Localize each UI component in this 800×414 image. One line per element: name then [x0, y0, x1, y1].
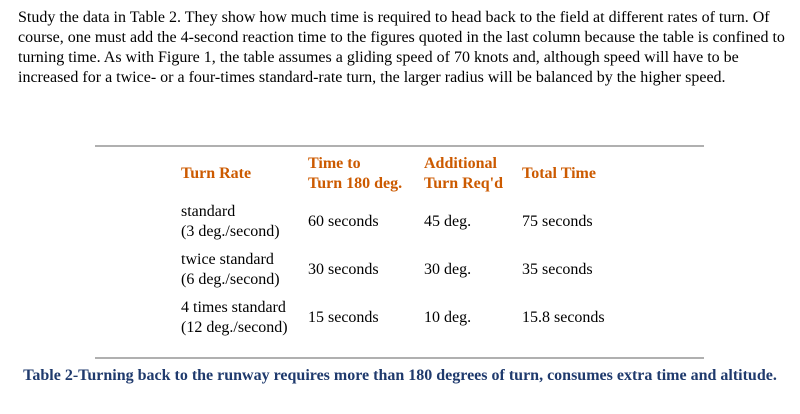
table-bottom-rule [95, 357, 704, 359]
table-row [175, 198, 648, 246]
rate-label: 4 times standard [181, 299, 286, 316]
header-additional-turn [418, 150, 516, 198]
cell-additional: 30 deg. [424, 261, 472, 278]
rate-detail: (3 deg./second) [181, 223, 280, 240]
cell-additional: 45 deg. [424, 213, 472, 230]
header-additional-line1: Additional [424, 155, 497, 172]
cell-turn-rate [175, 246, 302, 294]
table-top-rule [95, 145, 704, 147]
cell-time: 30 seconds [308, 261, 379, 278]
header-total-time: Total Time [522, 165, 596, 182]
table-header-row [175, 150, 648, 198]
header-time-to-turn [302, 150, 418, 198]
rate-detail: (6 deg./second) [181, 271, 280, 288]
table-row [175, 294, 648, 342]
cell-total: 35 seconds [522, 261, 593, 278]
turn-rate-table [175, 150, 648, 342]
header-additional-line2: Turn Req'd [424, 175, 503, 192]
header-time-line2: Turn 180 deg. [308, 175, 403, 192]
table-caption: Table 2-Turning back to the runway requires more than 180 degrees of turn, consumes extra time and altitude. [23, 367, 777, 384]
cell-additional: 10 deg. [424, 309, 472, 326]
cell-turn-rate [175, 198, 302, 246]
table-row [175, 246, 648, 294]
cell-time: 15 seconds [308, 309, 379, 326]
cell-total: 75 seconds [522, 213, 593, 230]
header-time-line1: Time to [308, 155, 361, 172]
rate-detail: (12 deg./second) [181, 319, 288, 336]
rate-label: standard [181, 203, 236, 220]
cell-turn-rate [175, 294, 302, 342]
cell-time: 60 seconds [308, 213, 379, 230]
cell-total: 15.8 seconds [522, 309, 605, 326]
intro-paragraph: Study the data in Table 2. They show how much time is required to head back to the field at different rates of turn. Of course, one must add the 4-second reaction time to the figures quoted in the last column because the table is confined to turning time. As with Figure 1, the table assumes a gliding speed of 70 knots and, although speed will have to be increased for a twice- or a four-times standard-rate turn, the larger radius will be balanced by the higher speed. [18, 9, 785, 86]
rate-label: twice standard [181, 251, 274, 268]
header-turn-rate: Turn Rate [181, 165, 252, 182]
